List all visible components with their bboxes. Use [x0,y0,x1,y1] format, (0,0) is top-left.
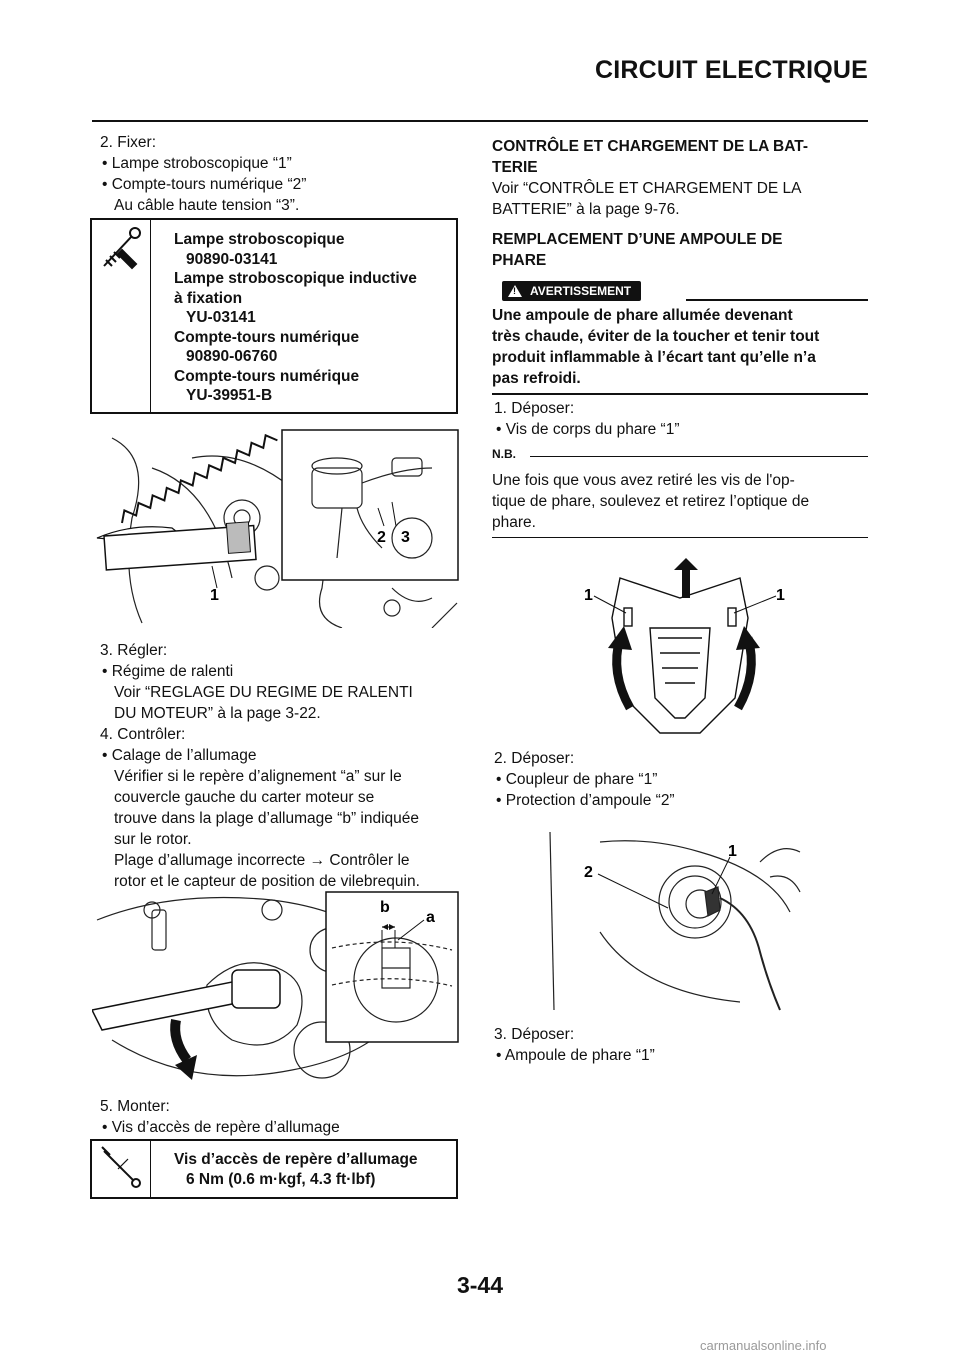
fig1-callout-3: 3 [401,529,410,546]
fig3-callout-left: 1 [584,587,593,604]
battery-ref-line-1: Voir “CONTRÔLE ET CHARGEMENT DE LA [492,180,802,197]
nb-rule-bottom [492,537,868,538]
right-step-3-bullet: • Ampoule de phare “1” [496,1047,655,1064]
section-heading-bulb-line-1: REMPLACEMENT D’UNE AMPOULE DE [492,231,783,248]
step-4-line-6: rotor et le capteur de position de vilebrequin. [114,873,420,890]
step-2-bullet-2: • Compte-tours numérique “2” [102,176,307,193]
step-4-bullet: • Calage de l’allumage [102,747,257,764]
nb-line-1: Une fois que vous avez retiré les vis de l'op- [492,472,795,489]
tool-icon [92,220,150,280]
warning-line-2: très chaude, éviter de la toucher et tenir tout [492,328,820,345]
nb-label: N.B. [492,447,516,461]
right-step-1-bullet: • Vis de corps du phare “1” [496,421,680,438]
right-step-1-label: 1. Déposer: [494,400,575,417]
spec-box-tools [90,218,458,414]
step-2-note: Au câble haute tension “3”. [114,197,300,214]
figure-timing-mark [92,890,462,1090]
warning-rule-top [686,299,868,301]
spec-line: Lampe stroboscopique [174,231,345,248]
step-4-line-4: sur le rotor. [114,831,192,848]
spec-torque-list [174,1150,418,1189]
fig4-callout-2: 2 [584,864,593,881]
warning-label: AVERTISSEMENT [530,284,632,298]
spec-line: à fixation [174,289,243,307]
spec-line: Compte-tours numérique [174,367,360,385]
warning-line-4: pas refroidi. [492,370,581,387]
watermark: carmanualsonline.info [700,1338,827,1353]
spec-line: 90890-06760 [186,348,278,365]
battery-ref-line-2: BATTERIE” à la page 9-76. [492,201,680,218]
nb-line-2: tique de phare, soulevez et retirez l’optique de [492,493,810,510]
step-4-line-5: Plage d’allumage incorrecte → Contrôler le [114,852,410,869]
nb-rule-top [530,456,868,457]
fig3-callout-right: 1 [776,587,785,604]
fig2-callout-b: b [380,899,390,916]
spec-line: YU-39951-B [186,387,273,404]
section-heading-bulb-line-2: PHARE [492,252,547,269]
header-rule [92,120,868,122]
spec-line: 90890-03141 [186,250,278,268]
warning-rule-bottom [492,393,868,395]
nb-line-3: phare. [492,514,536,531]
step-4-label: 4. Contrôler: [100,726,186,743]
figure-headlight-cover [580,558,792,740]
right-step-2-label: 2. Déposer: [494,750,575,767]
fig1-callout-1: 1 [210,587,219,604]
step-2-bullet-1: • Lampe stroboscopique “1” [102,155,292,172]
torque-wrench-icon [92,1141,150,1197]
warning-line-3: produit inflammable à l’écart tant qu’elle n’a [492,349,816,366]
step-3-bullet: • Régime de ralenti [102,663,234,680]
step-3-label: 3. Régler: [100,642,168,659]
spec-line: 6 Nm (0.6 m·kgf, 4.3 ft·lbf) [186,1170,376,1188]
section-heading-battery-line-2: TERIE [492,159,538,176]
step-3-line-2: DU MOTEUR” à la page 3-22. [114,705,321,722]
step-5-label: 5. Monter: [100,1098,170,1115]
page-title: CIRCUIT ELECTRIQUE [594,56,868,84]
step-2-label: 2. Fixer: [100,134,156,151]
page-number: 3-44 [456,1272,504,1298]
warning-line-1: Une ampoule de phare allumée devenant [492,307,793,324]
warning-badge [502,281,641,301]
spec-line: Compte-tours numérique [174,328,360,346]
step-3-line-1: Voir “REGLAGE DU REGIME DE RALENTI [114,684,413,701]
spec-line: YU-03141 [186,309,256,326]
step-4-line-2: couvercle gauche du carter moteur se [114,789,375,806]
figure-bulb-coupler [540,832,802,1012]
warning-icon: ! [508,285,522,297]
fig2-callout-a: a [426,909,435,926]
figure-strobe-lamp [92,428,462,628]
spec-line: Vis d’accès de repère d’allumage [174,1151,418,1168]
step-4-line-3: trouve dans la plage d’allumage “b” indiquée [114,810,420,827]
right-step-2-bullet-2: • Protection d’ampoule “2” [496,792,675,809]
step-5-bullet: • Vis d’accès de repère d’allumage [102,1119,340,1136]
right-step-3-label: 3. Déposer: [494,1026,575,1043]
fig1-callout-2: 2 [377,529,386,546]
spec-tools-list [174,230,417,406]
spec-box-torque [90,1139,458,1199]
fig4-callout-1: 1 [728,843,737,860]
spec-line: Lampe stroboscopique inductive [174,270,417,287]
section-heading-battery-line-1: CONTRÔLE ET CHARGEMENT DE LA BAT- [492,138,809,155]
step-4-line-1: Vérifier si le repère d’alignement “a” sur le [114,768,402,785]
right-step-2-bullet-1: • Coupleur de phare “1” [496,771,658,788]
